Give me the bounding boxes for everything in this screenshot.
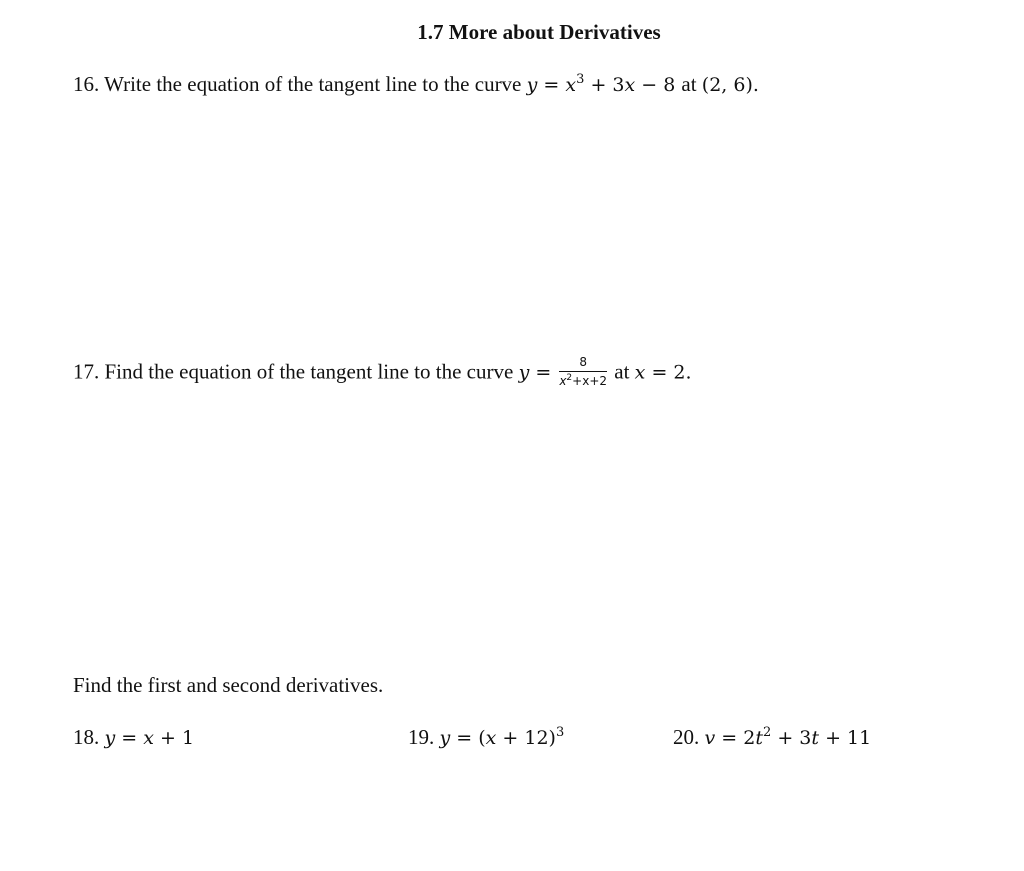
problem-17-at: at: [614, 359, 630, 384]
problem-16-number: 16.: [73, 72, 100, 96]
problem-19-number: 19.: [408, 725, 435, 749]
problem-19-equation: $y = (x + 12)^3$: [439, 725, 565, 749]
problem-16-at: at: [681, 72, 697, 96]
problem-18-equation: y = x + 1: [104, 727, 195, 749]
problem-17-lhs: y =: [518, 361, 552, 384]
problem-20-number: 20.: [673, 725, 700, 749]
problem-16-point: (2, 6).: [701, 74, 759, 96]
problem-16-equation: $y = x^3 + 3x - 8$: [526, 72, 676, 96]
problem-18-number: 18.: [73, 725, 100, 749]
problem-16: [73, 72, 759, 97]
page-title: 1.7 More about Derivatives: [417, 20, 661, 44]
problem-17-condition: x = 2.: [634, 361, 692, 384]
problem-17-text: Find the equation of the tangent line to the curve: [104, 359, 514, 384]
problem-17-fraction: [559, 355, 607, 388]
problem-18: [73, 725, 194, 750]
problem-20-equation: $v = 2t^2 + 3t + 11$: [704, 725, 872, 749]
problem-16-text: Write the equation of the tangent line to the curve: [104, 72, 522, 96]
instruction-text: Find the first and second derivatives.: [73, 673, 384, 697]
fraction-numerator: 8: [559, 355, 607, 372]
problem-17-number: 17.: [73, 359, 100, 384]
problem-17: [73, 357, 692, 390]
problem-19: [408, 725, 564, 750]
fraction-denominator: $x^2+x+2$: [559, 373, 608, 388]
problem-20: [673, 725, 871, 750]
